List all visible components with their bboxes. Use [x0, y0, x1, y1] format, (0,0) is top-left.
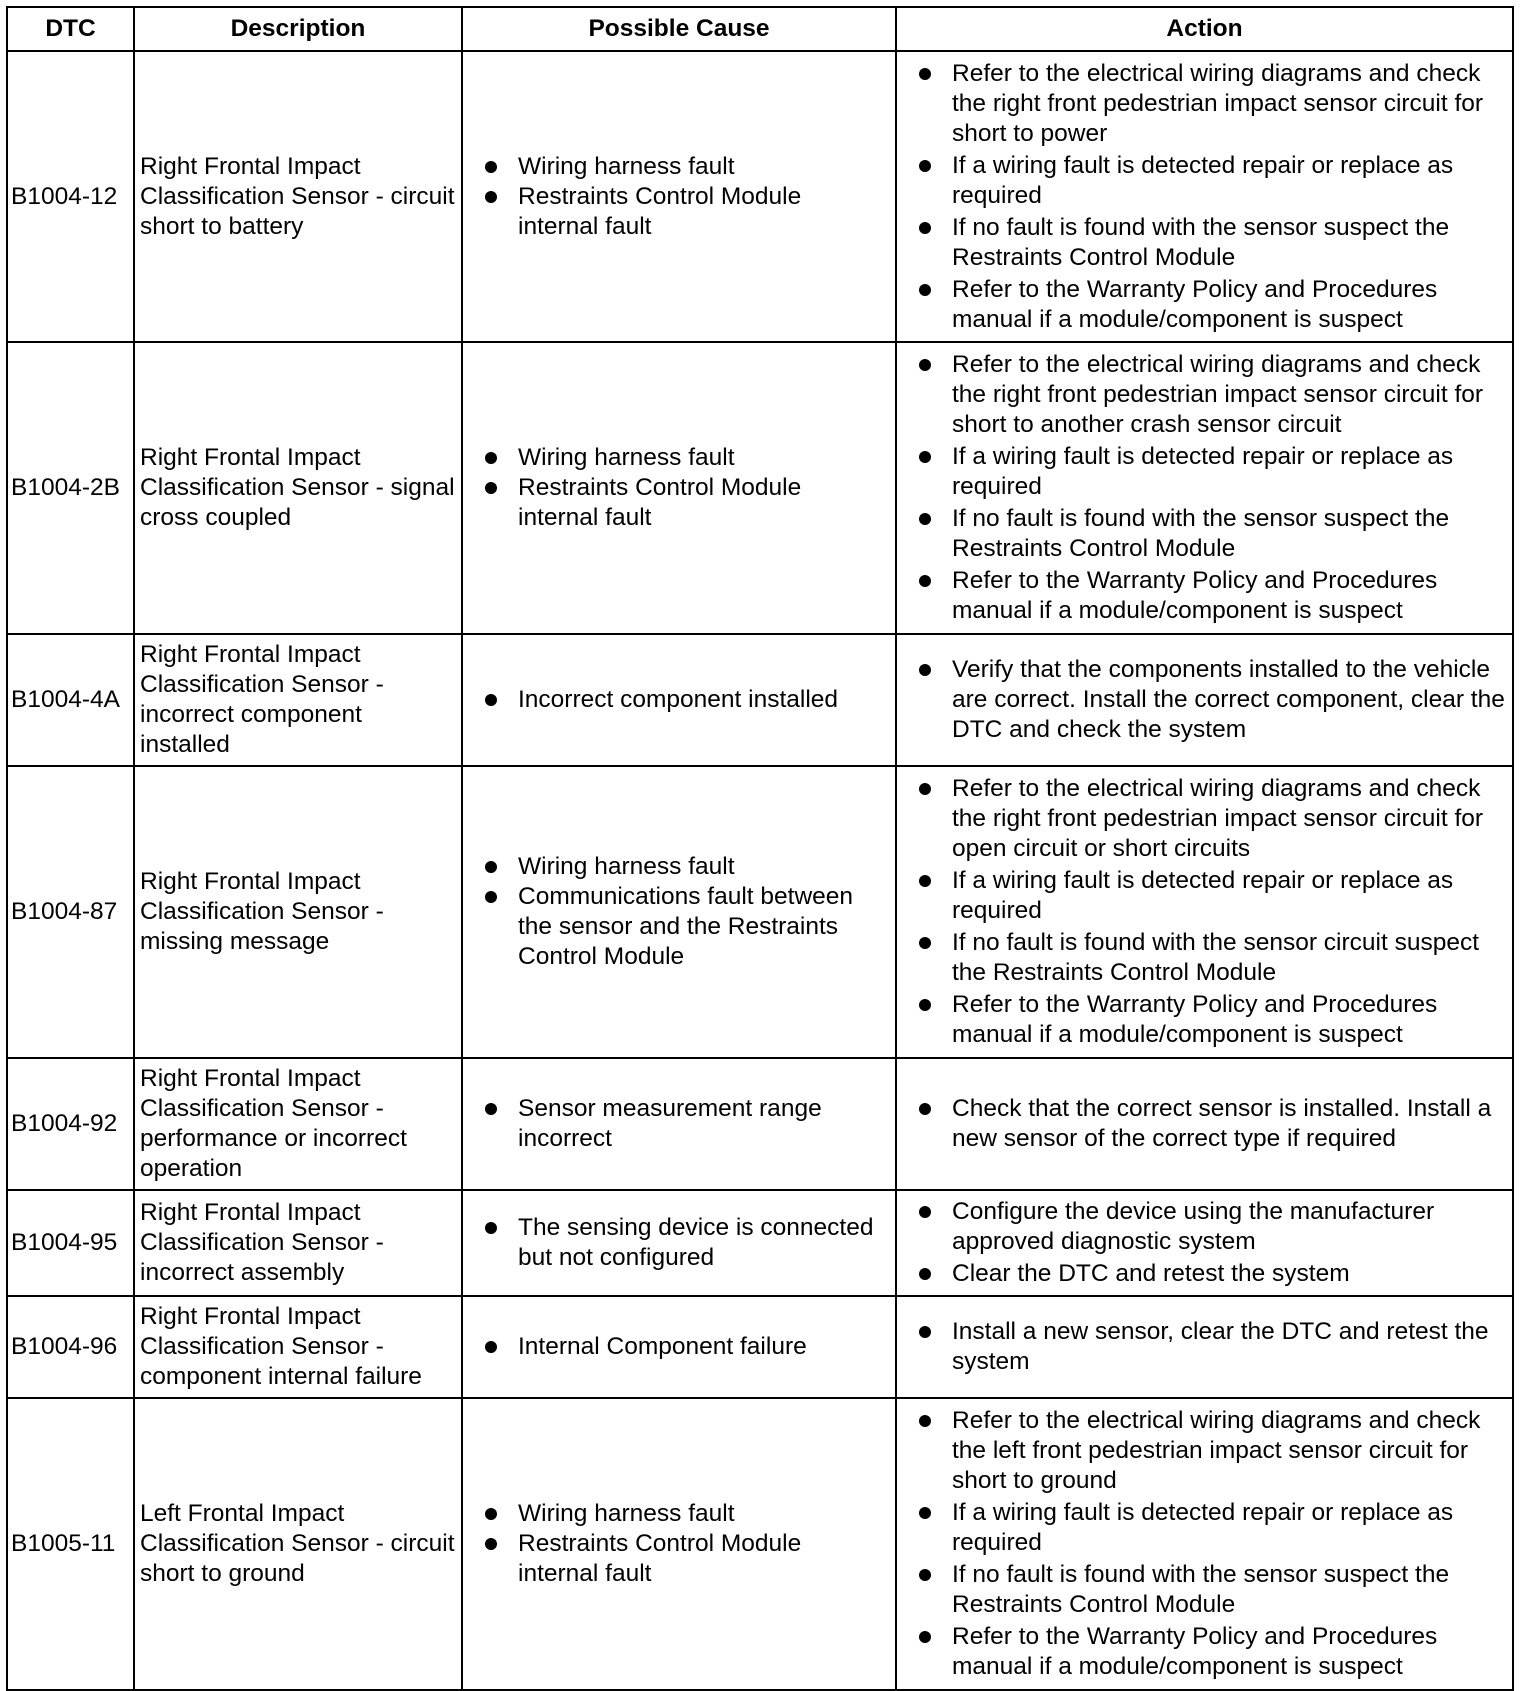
description-cell: Right Frontal Impact Classification Sensor - incorrect component installed — [134, 634, 462, 766]
bullet-icon — [485, 1538, 497, 1550]
bullet-icon — [919, 1569, 931, 1581]
table-row — [7, 766, 1513, 1058]
cause-item-list — [485, 1094, 887, 1154]
bullet-icon — [919, 1631, 931, 1643]
bullet-icon — [485, 191, 497, 203]
table-row — [7, 1058, 1513, 1190]
cause-item-text: Incorrect component installed — [518, 686, 839, 713]
cause-item-text: The sensing device is connected but not configured — [518, 1214, 874, 1271]
bullet-icon — [485, 891, 497, 903]
action-item — [919, 1094, 1508, 1154]
action-item-list — [919, 1317, 1508, 1377]
action-item — [919, 774, 1508, 864]
action-cell — [896, 1296, 1513, 1398]
dtc-code: B1005-11 — [7, 1398, 134, 1690]
action-item — [919, 1622, 1508, 1682]
bullet-icon — [919, 1206, 931, 1218]
dtc-table — [6, 6, 1514, 1691]
dtc-table-container — [6, 6, 1512, 1691]
bullet-icon — [485, 1508, 497, 1520]
cause-item-list — [485, 1213, 887, 1273]
action-cell — [896, 1190, 1513, 1296]
action-item-list — [919, 59, 1508, 335]
table-body — [7, 51, 1513, 1690]
action-item-text: Clear the DTC and retest the system — [952, 1260, 1350, 1287]
action-item — [919, 275, 1508, 335]
action-item-text: Verify that the components installed to the vehicle are correct. Install the correct component, clear the DTC and check the system — [952, 656, 1505, 743]
bullet-icon — [919, 1326, 931, 1338]
action-item-text: If no fault is found with the sensor suspect the Restraints Control Module — [952, 505, 1450, 562]
action-item — [919, 442, 1508, 502]
bullet-icon — [485, 861, 497, 873]
possible-cause-cell — [462, 1190, 896, 1296]
bullet-icon — [485, 694, 497, 706]
cause-item-list — [485, 152, 887, 242]
action-item-text: Refer to the Warranty Policy and Procedures manual if a module/component is suspect — [952, 275, 1438, 333]
bullet-icon — [919, 783, 931, 795]
cause-item-text: Restraints Control Module internal fault — [518, 474, 802, 531]
header-row — [7, 7, 1513, 51]
cause-item-text: Restraints Control Module internal fault — [518, 182, 802, 240]
action-item-text: If a wiring fault is detected repair or replace as required — [952, 443, 1454, 500]
action-item-list — [919, 774, 1508, 1050]
action-item — [919, 1498, 1508, 1558]
cause-item-list — [485, 443, 887, 533]
action-item — [919, 1197, 1508, 1257]
cause-item-text: Wiring harness fault — [518, 853, 735, 880]
cause-item — [485, 182, 887, 242]
possible-cause-cell — [462, 1398, 896, 1690]
action-item-text: Refer to the electrical wiring diagrams and check the right front pedestrian impact sensor circuit for short to another crash sensor circuit — [952, 351, 1484, 438]
bullet-icon — [919, 513, 931, 525]
cause-item-list — [485, 1332, 887, 1362]
cause-item-text: Wiring harness fault — [518, 444, 735, 471]
action-item-list — [919, 1197, 1508, 1289]
header-possible-cause: Possible Cause — [462, 7, 896, 51]
action-item — [919, 1317, 1508, 1377]
cause-item-list — [485, 685, 887, 715]
dtc-code: B1004-2B — [7, 342, 134, 634]
action-item — [919, 866, 1508, 926]
description-cell: Right Frontal Impact Classification Sensor - component internal failure — [134, 1296, 462, 1398]
action-item-text: Install a new sensor, clear the DTC and retest the system — [952, 1318, 1489, 1375]
bullet-icon — [485, 452, 497, 464]
description-cell: Right Frontal Impact Classification Sensor - incorrect assembly — [134, 1190, 462, 1296]
action-item-text: Refer to the Warranty Policy and Procedures manual if a module/component is suspect — [952, 567, 1438, 624]
action-item-text: Check that the correct sensor is installed. Install a new sensor of the correct type if required — [952, 1095, 1492, 1152]
dtc-code: B1004-95 — [7, 1190, 134, 1296]
bullet-icon — [919, 222, 931, 234]
action-cell — [896, 634, 1513, 766]
header-description: Description — [134, 7, 462, 51]
dtc-code: B1004-12 — [7, 51, 134, 342]
action-item-text: If no fault is found with the sensor suspect the Restraints Control Module — [952, 213, 1450, 271]
possible-cause-cell — [462, 766, 896, 1058]
action-item-text: If no fault is found with the sensor suspect the Restraints Control Module — [952, 1561, 1450, 1618]
bullet-icon — [485, 1103, 497, 1115]
cause-item — [485, 882, 887, 972]
table-row — [7, 1398, 1513, 1690]
description-cell: Right Frontal Impact Classification Sensor - performance or incorrect operation — [134, 1058, 462, 1190]
action-item-text: If a wiring fault is detected repair or replace as required — [952, 1499, 1454, 1556]
cause-item — [485, 1332, 887, 1362]
bullet-icon — [919, 575, 931, 587]
action-item — [919, 350, 1508, 440]
bullet-icon — [919, 451, 931, 463]
bullet-icon — [919, 160, 931, 172]
possible-cause-cell — [462, 1296, 896, 1398]
possible-cause-cell — [462, 51, 896, 342]
bullet-icon — [919, 284, 931, 296]
action-cell — [896, 1398, 1513, 1690]
action-item-list — [919, 1406, 1508, 1682]
cause-item — [485, 1529, 887, 1589]
action-item — [919, 59, 1508, 149]
cause-item — [485, 443, 887, 473]
bullet-icon — [485, 1222, 497, 1234]
action-item-text: Refer to the electrical wiring diagrams and check the right front pedestrian impact sensor circuit for short to power — [952, 59, 1484, 147]
bullet-icon — [919, 1103, 931, 1115]
cause-item — [485, 152, 887, 182]
action-item-text: Refer to the Warranty Policy and Procedures manual if a module/component is suspect — [952, 1623, 1438, 1680]
description-cell: Right Frontal Impact Classification Sensor - circuit short to battery — [134, 51, 462, 342]
description-cell: Right Frontal Impact Classification Sensor - missing message — [134, 766, 462, 1058]
cause-item-list — [485, 1499, 887, 1589]
bullet-icon — [919, 1415, 931, 1427]
action-item — [919, 1560, 1508, 1620]
cause-item-text: Wiring harness fault — [518, 152, 735, 180]
cause-item — [485, 1094, 887, 1154]
bullet-icon — [919, 1507, 931, 1519]
action-item — [919, 504, 1508, 564]
bullet-icon — [919, 999, 931, 1011]
possible-cause-cell — [462, 634, 896, 766]
action-item — [919, 213, 1508, 273]
dtc-code: B1004-87 — [7, 766, 134, 1058]
cause-item — [485, 685, 887, 715]
header-dtc: DTC — [7, 7, 134, 51]
action-item — [919, 566, 1508, 626]
action-item-text: Configure the device using the manufacturer approved diagnostic system — [952, 1198, 1435, 1255]
possible-cause-cell — [462, 1058, 896, 1190]
action-item-text: Refer to the electrical wiring diagrams and check the right front pedestrian impact sensor circuit for open circuit or short circuits — [952, 775, 1484, 862]
action-cell — [896, 342, 1513, 634]
bullet-icon — [919, 68, 931, 80]
possible-cause-cell — [462, 342, 896, 634]
action-item — [919, 928, 1508, 988]
action-item-text: Refer to the Warranty Policy and Procedures manual if a module/component is suspect — [952, 991, 1438, 1048]
bullet-icon — [919, 937, 931, 949]
dtc-code: B1004-96 — [7, 1296, 134, 1398]
cause-item — [485, 1213, 887, 1273]
table-row — [7, 342, 1513, 634]
bullet-icon — [485, 1341, 497, 1353]
action-item-text: If no fault is found with the sensor circuit suspect the Restraints Control Module — [952, 929, 1480, 986]
bullet-icon — [919, 664, 931, 676]
action-item — [919, 1259, 1508, 1289]
bullet-icon — [485, 482, 497, 494]
bullet-icon — [485, 161, 497, 173]
action-cell — [896, 766, 1513, 1058]
action-item — [919, 1406, 1508, 1496]
table-row — [7, 1296, 1513, 1398]
table-row — [7, 51, 1513, 342]
cause-item-text: Restraints Control Module internal fault — [518, 1530, 802, 1587]
action-item-list — [919, 1094, 1508, 1154]
dtc-code: B1004-4A — [7, 634, 134, 766]
bullet-icon — [919, 875, 931, 887]
description-cell: Left Frontal Impact Classification Sensor - circuit short to ground — [134, 1398, 462, 1690]
bullet-icon — [919, 359, 931, 371]
action-item — [919, 990, 1508, 1050]
dtc-code: B1004-92 — [7, 1058, 134, 1190]
action-item-list — [919, 350, 1508, 626]
table-row — [7, 634, 1513, 766]
cause-item-text: Communications fault between the sensor and the Restraints Control Module — [518, 883, 854, 970]
cause-item — [485, 473, 887, 533]
action-item — [919, 655, 1508, 745]
action-item-list — [919, 655, 1508, 745]
action-cell — [896, 51, 1513, 342]
cause-item-text: Sensor measurement range incorrect — [518, 1095, 822, 1152]
action-item-text: If a wiring fault is detected repair or replace as required — [952, 867, 1454, 924]
action-item-text: Refer to the electrical wiring diagrams and check the left front pedestrian impact sensor circuit for short to ground — [952, 1407, 1481, 1494]
table-row — [7, 1190, 1513, 1296]
action-item — [919, 151, 1508, 211]
description-cell: Right Frontal Impact Classification Sensor - signal cross coupled — [134, 342, 462, 634]
cause-item-text: Internal Component failure — [518, 1333, 807, 1360]
action-cell — [896, 1058, 1513, 1190]
cause-item-list — [485, 852, 887, 972]
bullet-icon — [919, 1268, 931, 1280]
cause-item — [485, 1499, 887, 1529]
action-item-text: If a wiring fault is detected repair or replace as required — [952, 151, 1454, 209]
cause-item-text: Wiring harness fault — [518, 1500, 735, 1527]
header-action: Action — [896, 7, 1513, 51]
cause-item — [485, 852, 887, 882]
